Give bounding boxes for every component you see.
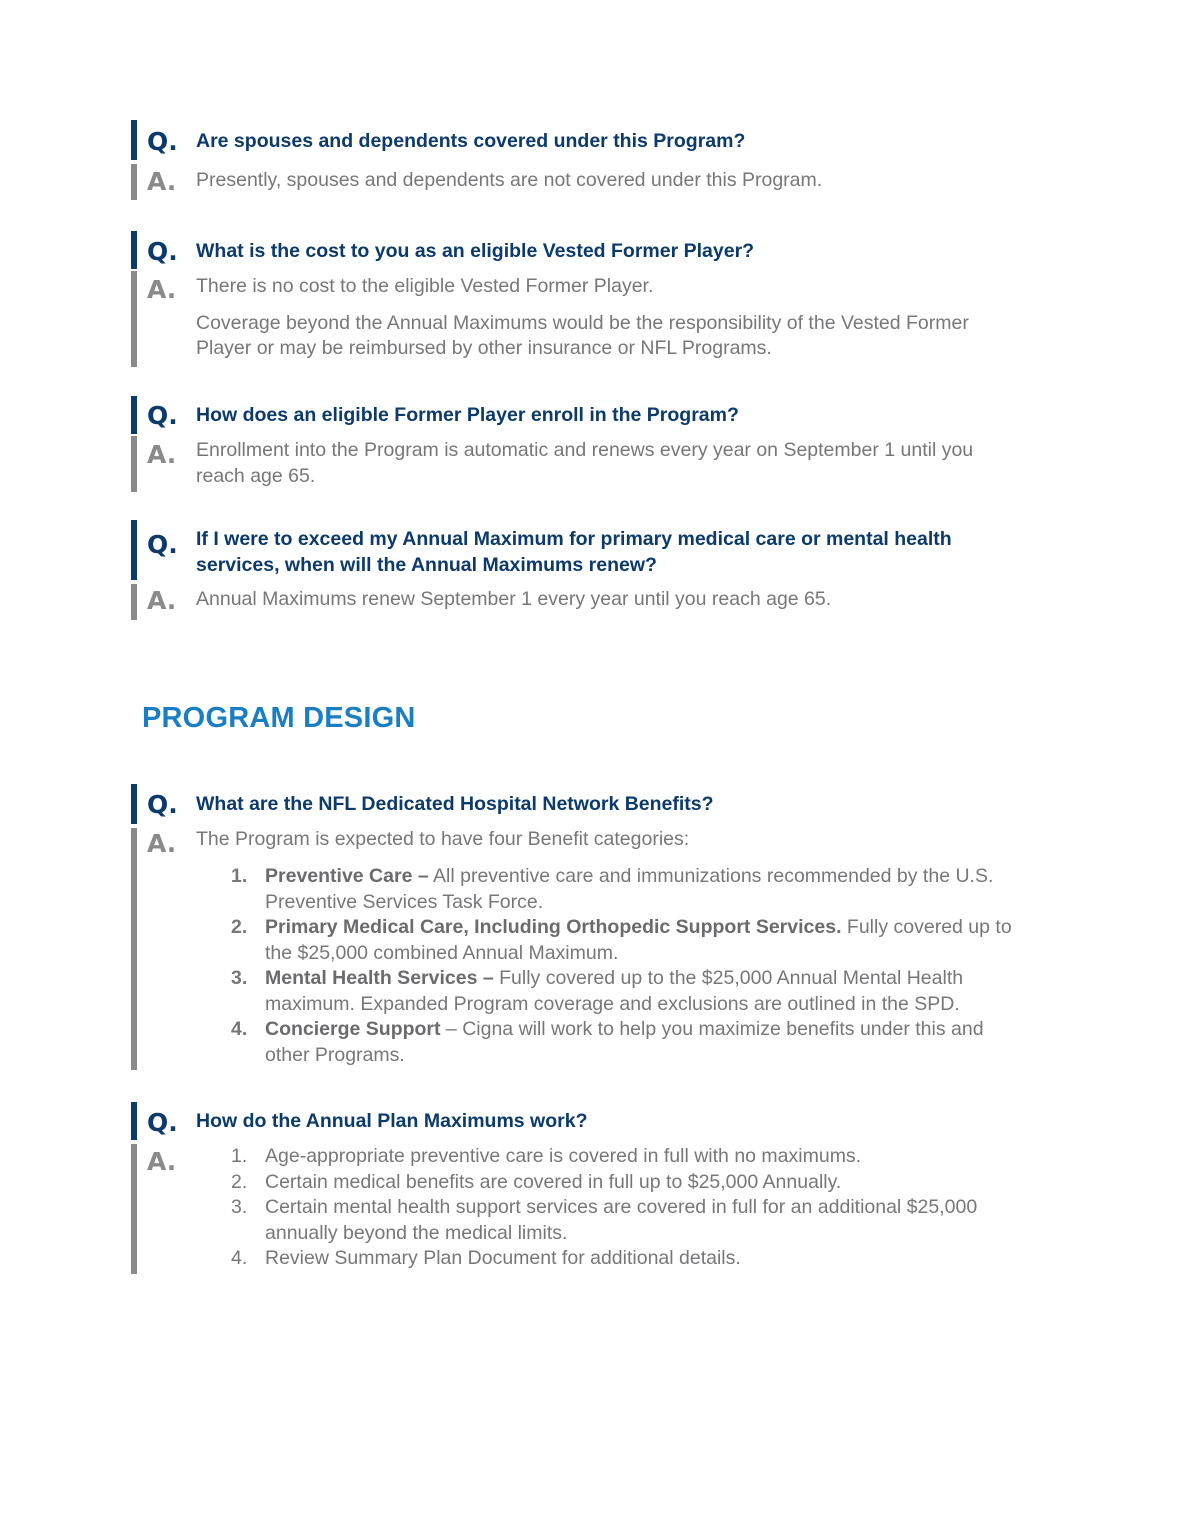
a-marker: A. bbox=[147, 1147, 177, 1176]
question-text: What is the cost to you as an eligible Vested Former Player? bbox=[196, 240, 755, 262]
benefit-description: – Cigna will work to help you maximize benefits under this and other Programs. bbox=[265, 1018, 984, 1066]
question-accent-bar bbox=[131, 396, 137, 434]
benefit-description: All preventive care and immunizations recommended by the U.S. Preventive Services Task Force. bbox=[265, 865, 994, 913]
answer-intro: The Program is expected to have four Benefit categories: bbox=[196, 828, 690, 850]
q-marker: Q. bbox=[147, 530, 178, 559]
list-item bbox=[231, 1017, 1021, 1068]
list-number: 4. bbox=[231, 1247, 248, 1269]
a-marker: A. bbox=[147, 829, 177, 858]
q-marker: Q. bbox=[147, 790, 178, 819]
list-number: 2. bbox=[231, 916, 248, 938]
qa-block-enroll bbox=[131, 396, 1031, 492]
list-item bbox=[231, 1195, 991, 1246]
q-marker: Q. bbox=[147, 1108, 178, 1137]
list-item bbox=[231, 1246, 991, 1272]
answer-accent-bar bbox=[131, 1144, 137, 1274]
answer-accent-bar bbox=[131, 584, 137, 620]
question-text: If I were to exceed my Annual Maximum for primary medical care or mental health services, when will the Annual Maximums renew? bbox=[196, 528, 952, 576]
q-marker: Q. bbox=[147, 127, 178, 156]
question-text: How does an eligible Former Player enroll in the Program? bbox=[196, 404, 739, 426]
question-accent-bar bbox=[131, 520, 137, 580]
answer-paragraph: Presently, spouses and dependents are not covered under this Program. bbox=[196, 169, 823, 191]
a-marker: A. bbox=[147, 586, 177, 615]
question-accent-bar bbox=[131, 120, 137, 160]
answer-accent-bar bbox=[131, 164, 137, 200]
benefit-description: Fully covered up to the $25,000 Annual Mental Health maximum. Expanded Program coverage and exclusions are outlined in the SPD. bbox=[265, 967, 964, 1015]
answer-paragraph: Annual Maximums renew September 1 every year until you reach age 65. bbox=[196, 588, 832, 610]
qa-block-maximums bbox=[131, 1102, 1031, 1274]
list-text: Age-appropriate preventive care is covered in full with no maximums. bbox=[265, 1145, 862, 1167]
benefit-term: Primary Medical Care, Including Orthopedic Support Services. bbox=[265, 916, 842, 938]
qa-block-renew bbox=[131, 520, 1031, 620]
list-text: Certain medical benefits are covered in full up to $25,000 Annually. bbox=[265, 1170, 842, 1193]
answer-accent-bar bbox=[131, 271, 137, 367]
list-number: 4. bbox=[231, 1018, 248, 1040]
answer-text bbox=[196, 587, 1036, 613]
a-marker: A. bbox=[147, 440, 177, 469]
list-number: 3. bbox=[231, 1196, 248, 1218]
benefit-term: Mental Health Services – bbox=[265, 967, 494, 989]
list-text: Certain mental health support services are covered in full for an additional $25,000 annually beyond the medical limits. bbox=[265, 1196, 978, 1244]
list-item bbox=[231, 864, 1021, 915]
list-number: 3. bbox=[231, 967, 248, 989]
qa-block-benefits bbox=[131, 784, 1031, 1070]
list-item bbox=[231, 1144, 991, 1170]
list-item bbox=[231, 915, 1021, 966]
question-text: What are the NFL Dedicated Hospital Network Benefits? bbox=[196, 793, 714, 815]
qa-block-cost bbox=[131, 231, 1031, 367]
question-text: How do the Annual Plan Maximums work? bbox=[196, 1110, 588, 1132]
list-text: Review Summary Plan Document for additional details. bbox=[265, 1247, 741, 1269]
q-marker: Q. bbox=[147, 237, 178, 266]
qa-block-spouses bbox=[131, 120, 1031, 200]
answer-accent-bar bbox=[131, 828, 137, 1070]
answer-text bbox=[196, 168, 1036, 194]
benefit-description: Fully covered up to the $25,000 combined Annual Maximum. bbox=[265, 916, 1012, 964]
benefit-term: Preventive Care – bbox=[265, 865, 429, 887]
a-marker: A. bbox=[147, 167, 177, 196]
benefit-categories-list bbox=[231, 864, 1021, 1068]
answer-paragraph: Coverage beyond the Annual Maximums would be the responsibility of the Vested Former Player or may be reimbursed by other insurance or NFL Programs. bbox=[196, 311, 969, 359]
list-item bbox=[231, 966, 1021, 1017]
answer-text bbox=[196, 274, 996, 362]
list-number: 1. bbox=[231, 865, 248, 887]
plan-maximums-list bbox=[231, 1144, 991, 1272]
answer-paragraph: Enrollment into the Program is automatic and renews every year on September 1 until you reach age 65. bbox=[196, 439, 974, 487]
list-number: 2. bbox=[231, 1170, 248, 1193]
section-title: PROGRAM DESIGN bbox=[142, 702, 416, 734]
q-marker: Q. bbox=[147, 401, 178, 430]
answer-accent-bar bbox=[131, 436, 137, 492]
answer-text bbox=[196, 438, 1026, 489]
question-text: Are spouses and dependents covered under this Program? bbox=[196, 130, 746, 152]
answer-paragraph: There is no cost to the eligible Vested Former Player. bbox=[196, 275, 654, 297]
a-marker: A. bbox=[147, 275, 177, 304]
question-accent-bar bbox=[131, 784, 137, 824]
list-number: 1. bbox=[231, 1145, 248, 1167]
question-accent-bar bbox=[131, 1102, 137, 1140]
question-accent-bar bbox=[131, 231, 137, 269]
benefit-term: Concierge Support bbox=[265, 1018, 441, 1040]
list-item bbox=[231, 1170, 991, 1196]
